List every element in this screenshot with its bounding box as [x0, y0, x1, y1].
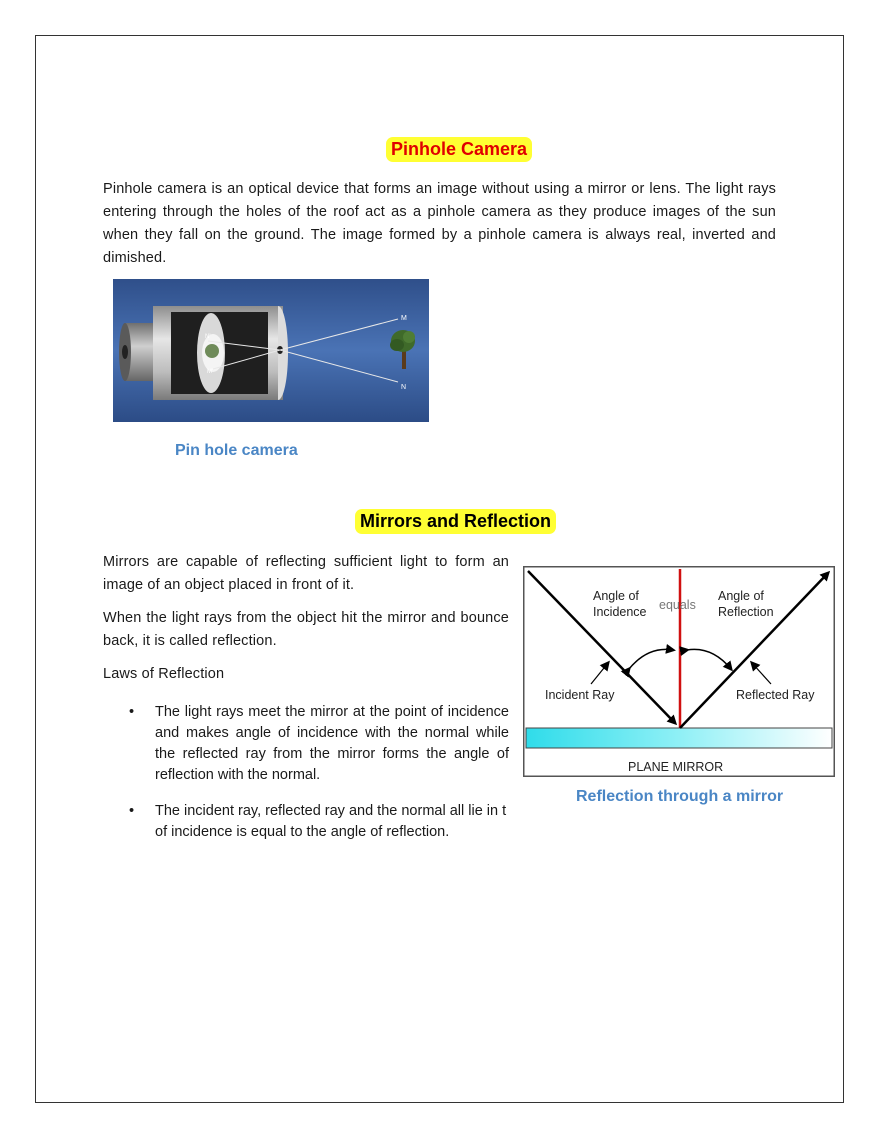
- angle-incidence-label-2: Incidence: [593, 605, 647, 619]
- pinhole-camera-figure: [113, 279, 429, 422]
- bullet-icon: •: [129, 704, 135, 720]
- reflection-figure: [523, 566, 835, 777]
- label-n: N: [401, 384, 407, 391]
- law-2-line-2: of incidence is equal to the angle of reflection.: [155, 824, 450, 840]
- angle-reflection-label-1: Angle of: [718, 589, 764, 603]
- law-2-line-1: The incident ray, reflected ray and the normal all lie in t: [155, 803, 507, 819]
- incident-ray-label: Incident Ray: [545, 688, 615, 702]
- label-m: M: [401, 315, 407, 322]
- mirrors-paragraph-2: When the light rays from the object hit the mirror and bounce back, it is called reflection.: [103, 610, 509, 649]
- laws-of-reflection-title: Laws of Reflection: [103, 666, 225, 682]
- mirrors-reflection-heading: Mirrors and Reflection: [355, 509, 556, 534]
- label-n-prime: N': [205, 334, 211, 340]
- mirrors-paragraph-1: Mirrors are capable of reflecting sufficient light to form an image of an object placed in front of it.: [103, 554, 509, 593]
- reflected-ray-label: Reflected Ray: [736, 688, 815, 702]
- list-item: [103, 702, 509, 786]
- pinhole-camera-paragraph: Pinhole camera is an optical device that forms an image without using a mirror or lens. The light rays entering through the holes of the roof act as a pinhole camera as they produce images of the sun when they fall on the ground. The image formed by a pinhole camera is always real, inverted and dimished.: [103, 181, 776, 266]
- equals-label: equals: [659, 598, 696, 612]
- pinhole-camera-heading: Pinhole Camera: [386, 137, 532, 162]
- bullet-icon: •: [129, 803, 135, 819]
- angle-incidence-label-1: Angle of: [593, 589, 639, 603]
- pinhole-camera-caption: Pin hole camera: [175, 442, 298, 459]
- law-1-text: The light rays meet the mirror at the point of incidence and makes angle of incidence with the normal while the reflected ray from the mirror forms the angle of reflection with the normal.: [155, 704, 509, 783]
- law-2-item: [103, 801, 563, 843]
- reflection-caption: Reflection through a mirror: [576, 788, 784, 805]
- angle-reflection-label-2: Reflection: [718, 605, 774, 619]
- plane-mirror-label: PLANE MIRROR: [628, 760, 724, 774]
- label-m-prime: M': [207, 369, 214, 375]
- laws-list: [103, 702, 509, 786]
